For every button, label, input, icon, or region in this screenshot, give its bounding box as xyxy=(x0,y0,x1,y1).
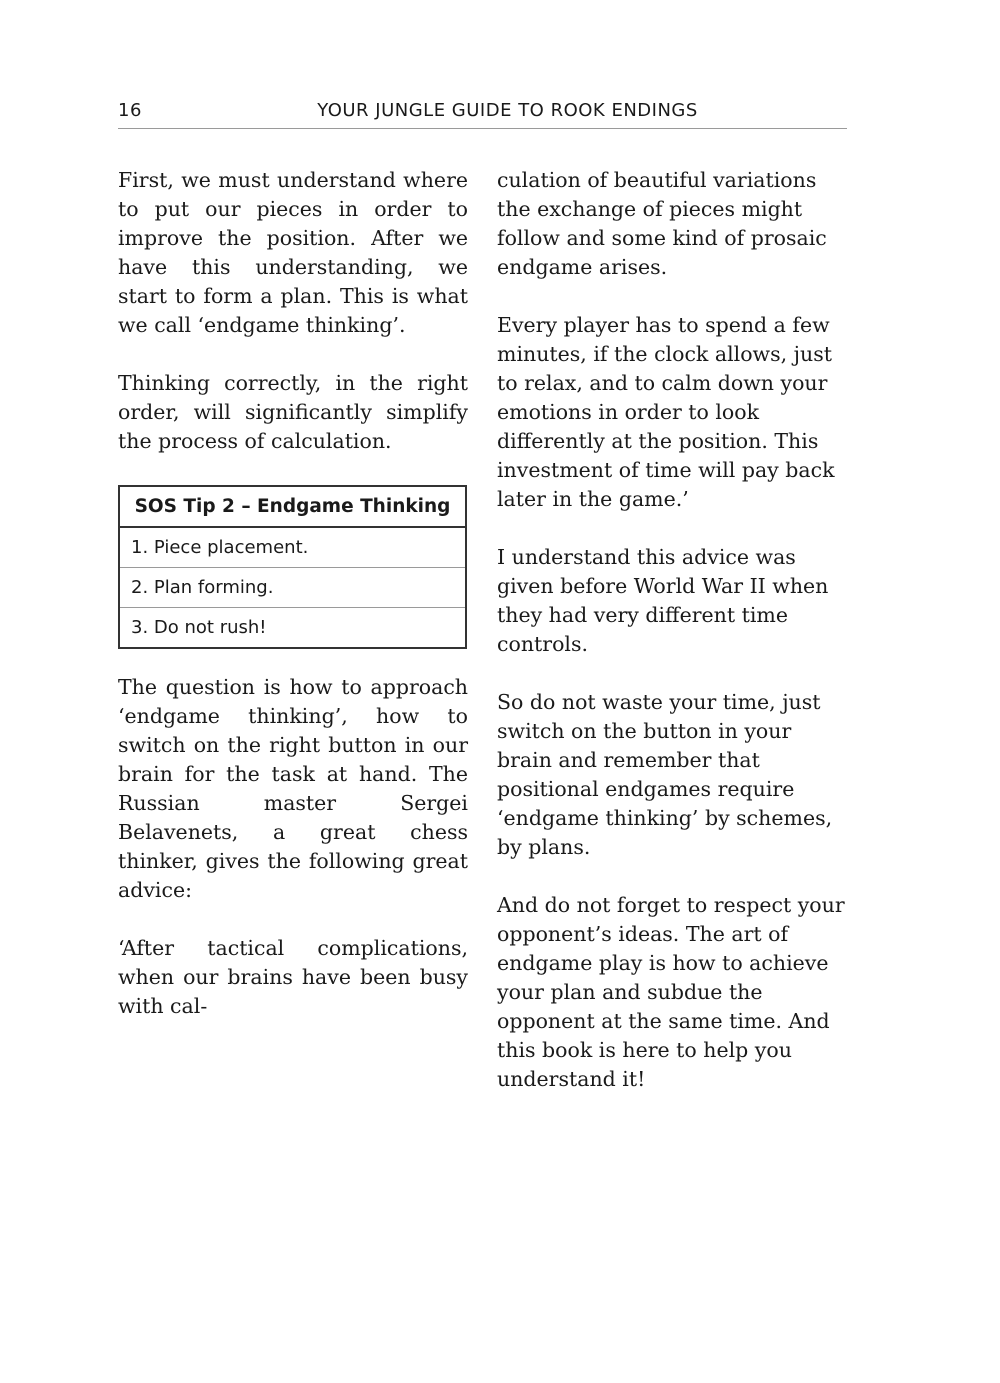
paragraph: The question is how to approach ‘endgame thinking’, how to switch on the right button in our brain for the task at hand. The Russian master Sergei Belavenets, a great chess thinker, gives the following great advice: xyxy=(118,675,468,902)
tip-item: 1. Piece placement. xyxy=(120,528,465,568)
tip-item: 2. Plan forming. xyxy=(120,568,465,608)
left-column xyxy=(118,166,468,1050)
paragraph: First, we must understand where to put our pieces in order to improve the position. After we have this understanding, we start to form a plan. This is what we call ‘endgame thinking’. xyxy=(118,168,468,337)
paragraph: So do not waste your time, just switch on the button in your brain and remember that positional endgames require ‘endgame thinking’ by schemes, by plans. xyxy=(497,690,833,859)
paragraph: I understand this advice was given before World War II when they had very different time controls. xyxy=(497,545,829,656)
page-header xyxy=(118,100,847,129)
paragraph: Every player has to spend a few minutes, if the clock allows, just to relax, and to calm down your emotions in order to look differently at the position. This investment of time will pay back later in the game.’ xyxy=(497,313,835,511)
tip-box-title: SOS Tip 2 – Endgame Thinking xyxy=(120,487,465,528)
page-number: 16 xyxy=(118,100,142,121)
paragraph: ‘After tactical complications, when our brains have been busy with cal- xyxy=(118,936,468,1018)
paragraph: Thinking correctly, in the right order, will significantly simplify the process of calculation. xyxy=(118,371,468,453)
right-column xyxy=(497,166,847,1123)
tip-item: 3. Do not rush! xyxy=(131,617,267,638)
paragraph: And do not forget to respect your opponent’s ideas. The art of endgame play is how to achieve your plan and subdue the opponent at the same time. And this book is here to help you understand it! xyxy=(497,893,845,1091)
running-title: YOUR JUNGLE GUIDE TO ROOK ENDINGS xyxy=(317,100,698,121)
sos-tip-box xyxy=(118,485,467,649)
paragraph: culation of beautiful variations the exchange of pieces might follow and some kind of prosaic endgame arises. xyxy=(497,168,827,279)
